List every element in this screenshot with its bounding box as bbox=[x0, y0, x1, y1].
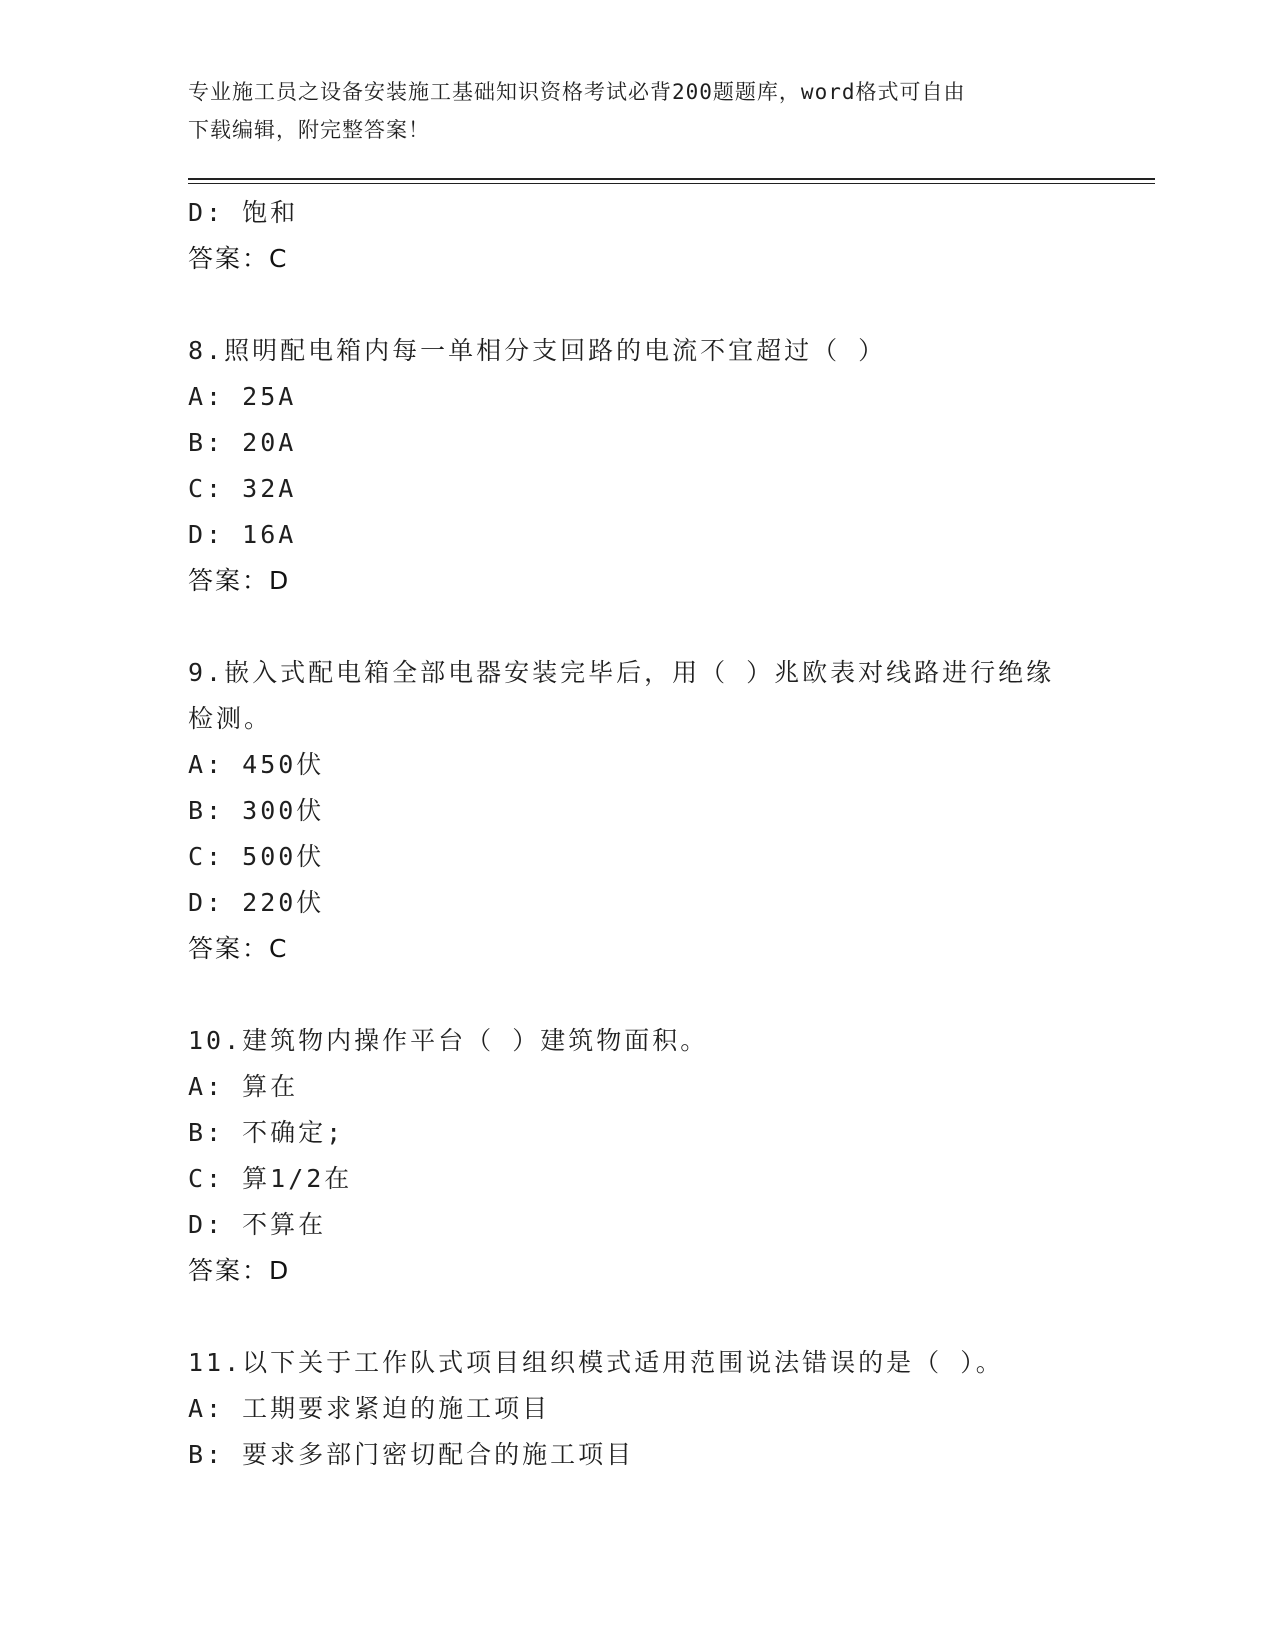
option-a: A: 工期要求紧迫的施工项目 bbox=[188, 1394, 551, 1423]
question-stem-line-2: 检测。 bbox=[188, 704, 273, 733]
answer-line: 答案：C bbox=[188, 244, 289, 273]
question-stem: 11.以下关于工作队式项目组织模式适用范围说法错误的是（ ）。 bbox=[188, 1348, 1004, 1377]
header-rule-thin bbox=[188, 183, 1155, 184]
option-d: D: 不算在 bbox=[188, 1210, 327, 1239]
document-header bbox=[188, 73, 1068, 149]
option-d: D: 220伏 bbox=[188, 888, 325, 917]
header-line-1: 专业施工员之设备安装施工基础知识资格考试必背200题题库，word格式可自由 bbox=[188, 80, 966, 104]
option-c: C: 32A bbox=[188, 474, 297, 503]
option-b: B: 300伏 bbox=[188, 796, 325, 825]
question-10 bbox=[188, 1018, 1088, 1294]
question-stem: 8.照明配电箱内每一单相分支回路的电流不宜超过（ ） bbox=[188, 336, 887, 365]
header-rule-thick bbox=[188, 178, 1155, 180]
question-stem-line-1: 9.嵌入式配电箱全部电器安装完毕后，用（ ）兆欧表对线路进行绝缘 bbox=[188, 658, 1055, 687]
option-b: B: 20A bbox=[188, 428, 297, 457]
option-b: B: 要求多部门密切配合的施工项目 bbox=[188, 1440, 635, 1469]
option-d: D: 饱和 bbox=[188, 198, 299, 227]
option-b: B: 不确定; bbox=[188, 1118, 345, 1147]
option-c: C: 500伏 bbox=[188, 842, 325, 871]
question-list bbox=[188, 190, 1088, 1478]
question-8 bbox=[188, 328, 1088, 604]
option-d: D: 16A bbox=[188, 520, 297, 549]
question-fragment bbox=[188, 190, 1088, 282]
option-a: A: 450伏 bbox=[188, 750, 325, 779]
option-a: A: 算在 bbox=[188, 1072, 299, 1101]
option-c: C: 算1/2在 bbox=[188, 1164, 353, 1193]
question-9 bbox=[188, 650, 1088, 972]
header-line-2: 下载编辑，附完整答案！ bbox=[188, 118, 430, 142]
question-stem: 10.建筑物内操作平台（ ）建筑物面积。 bbox=[188, 1026, 709, 1055]
answer-line: 答案：D bbox=[188, 566, 291, 595]
answer-line: 答案：D bbox=[188, 1256, 291, 1285]
question-11 bbox=[188, 1340, 1088, 1478]
option-a: A: 25A bbox=[188, 382, 297, 411]
answer-line: 答案：C bbox=[188, 934, 289, 963]
